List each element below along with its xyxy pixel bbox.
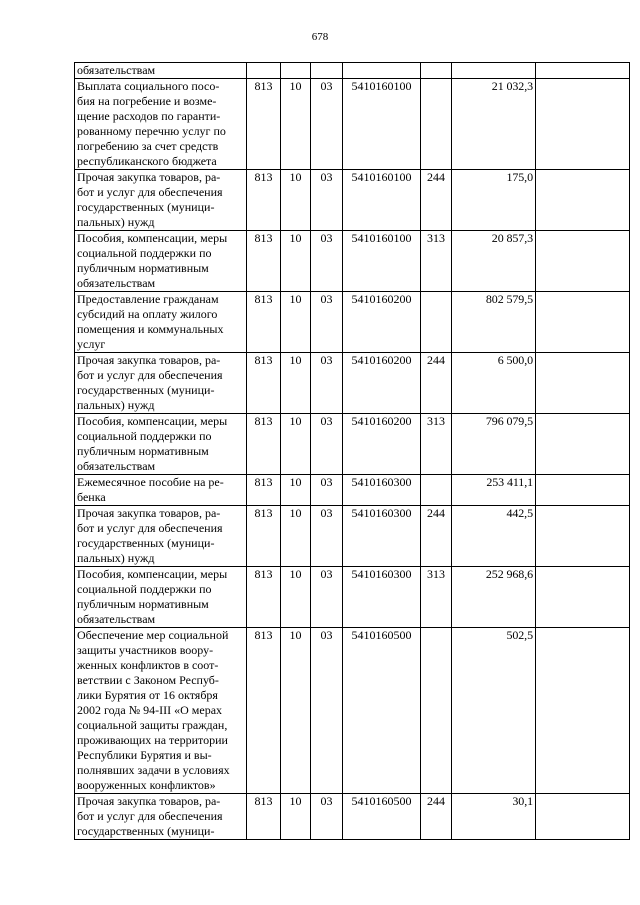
expense-type-code — [421, 628, 452, 794]
subsection-code: 03 — [311, 353, 343, 414]
subsection-code: 03 — [311, 628, 343, 794]
amount: 20 857,3 — [452, 231, 536, 292]
description-line: Прочая закупка товаров, ра- — [77, 506, 221, 520]
amount: 796 079,5 — [452, 414, 536, 475]
table-row — [75, 506, 630, 567]
description-line: Обеспечение мер социальной — [77, 628, 229, 642]
subsection-code: 03 — [311, 414, 343, 475]
description-line: услуг — [77, 337, 106, 351]
ministry-code: 813 — [247, 794, 281, 840]
description-line: Предоставление гражданам — [77, 292, 219, 306]
description-line: бот и услуг для обеспечения — [77, 809, 223, 823]
description-line: обязательствам — [77, 63, 156, 77]
expense-type-code — [421, 292, 452, 353]
description-line: вооруженных конфликтов» — [77, 778, 216, 792]
amount: 802 579,5 — [452, 292, 536, 353]
target-article-code: 5410160200 — [343, 353, 421, 414]
section-code: 10 — [281, 414, 311, 475]
description-line: погребению за счет средств — [77, 139, 219, 153]
table-row — [75, 292, 630, 353]
section-code: 10 — [281, 567, 311, 628]
expense-type-code: 313 — [421, 567, 452, 628]
empty-cell — [536, 506, 630, 567]
description-line: рованному перечню услуг по — [77, 124, 226, 138]
amount: 502,5 — [452, 628, 536, 794]
budget-table — [74, 62, 630, 840]
empty-cell — [536, 231, 630, 292]
description-line: бот и услуг для обеспечения — [77, 368, 223, 382]
amount: 253 411,1 — [452, 475, 536, 506]
expense-type-code: 244 — [421, 794, 452, 840]
subsection-code: 03 — [311, 79, 343, 170]
row-description — [75, 353, 247, 414]
description-line: социальной защиты граждан, — [77, 718, 228, 732]
section-code: 10 — [281, 231, 311, 292]
row-description — [75, 506, 247, 567]
target-article-code: 5410160200 — [343, 414, 421, 475]
amount: 30,1 — [452, 794, 536, 840]
description-line: пальных) нужд — [77, 551, 155, 565]
row-description — [75, 794, 247, 840]
subsection-code — [311, 63, 343, 79]
ministry-code: 813 — [247, 506, 281, 567]
ministry-code: 813 — [247, 414, 281, 475]
target-article-code: 5410160300 — [343, 506, 421, 567]
section-code: 10 — [281, 79, 311, 170]
empty-cell — [536, 63, 630, 79]
subsection-code: 03 — [311, 506, 343, 567]
row-description — [75, 628, 247, 794]
section-code: 10 — [281, 506, 311, 567]
subsection-code: 03 — [311, 231, 343, 292]
description-line: обязательствам — [77, 612, 156, 626]
description-line: социальной поддержки по — [77, 246, 212, 260]
description-line: ветствии с Законом Респуб- — [77, 673, 219, 687]
ministry-code: 813 — [247, 292, 281, 353]
description-line: Пособия, компенсации, меры — [77, 567, 228, 581]
table-row — [75, 353, 630, 414]
description-line: женных конфликтов в соот- — [77, 658, 219, 672]
target-article-code: 5410160100 — [343, 231, 421, 292]
expense-type-code: 244 — [421, 353, 452, 414]
target-article-code: 5410160500 — [343, 628, 421, 794]
amount: 6 500,0 — [452, 353, 536, 414]
empty-cell — [536, 292, 630, 353]
section-code: 10 — [281, 794, 311, 840]
description-line: государственных (муници- — [77, 536, 215, 550]
description-line: социальной поддержки по — [77, 582, 212, 596]
table-row — [75, 79, 630, 170]
row-description — [75, 292, 247, 353]
table-row — [75, 628, 630, 794]
section-code: 10 — [281, 475, 311, 506]
table-row — [75, 475, 630, 506]
description-line: бот и услуг для обеспечения — [77, 521, 223, 535]
ministry-code: 813 — [247, 353, 281, 414]
target-article-code: 5410160200 — [343, 292, 421, 353]
subsection-code: 03 — [311, 475, 343, 506]
target-article-code: 5410160500 — [343, 794, 421, 840]
ministry-code — [247, 63, 281, 79]
row-description — [75, 475, 247, 506]
description-line: помещения и коммунальных — [77, 322, 224, 336]
subsection-code: 03 — [311, 794, 343, 840]
ministry-code: 813 — [247, 231, 281, 292]
description-line: публичным нормативным — [77, 444, 209, 458]
ministry-code: 813 — [247, 170, 281, 231]
empty-cell — [536, 170, 630, 231]
row-description — [75, 231, 247, 292]
table-body — [75, 63, 630, 840]
empty-cell — [536, 353, 630, 414]
row-description — [75, 170, 247, 231]
table-row — [75, 794, 630, 840]
section-code: 10 — [281, 353, 311, 414]
description-line: бенка — [77, 490, 106, 504]
description-line: Прочая закупка товаров, ра- — [77, 353, 221, 367]
description-line: полнявших задачи в условиях — [77, 763, 230, 777]
description-line: государственных (муници- — [77, 824, 215, 838]
ministry-code: 813 — [247, 475, 281, 506]
description-line: щение расходов по гаранти- — [77, 109, 221, 123]
target-article-code: 5410160300 — [343, 567, 421, 628]
row-description — [75, 63, 247, 79]
description-line: Пособия, компенсации, меры — [77, 414, 228, 428]
subsection-code: 03 — [311, 567, 343, 628]
amount: 252 968,6 — [452, 567, 536, 628]
ministry-code: 813 — [247, 79, 281, 170]
target-article-code: 5410160100 — [343, 170, 421, 231]
description-line: 2002 года № 94-III «О мерах — [77, 703, 223, 717]
table-row — [75, 231, 630, 292]
table-row — [75, 414, 630, 475]
target-article-code: 5410160100 — [343, 79, 421, 170]
description-line: социальной поддержки по — [77, 429, 212, 443]
row-description — [75, 79, 247, 170]
expense-type-code: 244 — [421, 170, 452, 231]
section-code: 10 — [281, 292, 311, 353]
expense-type-code — [421, 475, 452, 506]
description-line: бот и услуг для обеспечения — [77, 185, 223, 199]
description-line: обязательствам — [77, 276, 156, 290]
description-line: Выплата социального посо- — [77, 79, 220, 93]
page-number: 678 — [311, 31, 329, 43]
description-line: проживающих на территории — [77, 733, 228, 747]
row-description — [75, 567, 247, 628]
description-line: республиканского бюджета — [77, 154, 217, 168]
expense-type-code: 313 — [421, 414, 452, 475]
table-row — [75, 567, 630, 628]
empty-cell — [536, 794, 630, 840]
table-row — [75, 63, 630, 79]
description-line: пальных) нужд — [77, 398, 155, 412]
amount — [452, 63, 536, 79]
description-line: Прочая закупка товаров, ра- — [77, 794, 221, 808]
section-code — [281, 63, 311, 79]
empty-cell — [536, 475, 630, 506]
expense-type-code — [421, 79, 452, 170]
description-line: публичным нормативным — [77, 261, 209, 275]
description-line: Пособия, компенсации, меры — [77, 231, 228, 245]
description-line: Республики Бурятия и вы- — [77, 748, 212, 762]
ministry-code: 813 — [247, 567, 281, 628]
description-line: бия на погребение и возме- — [77, 94, 217, 108]
section-code: 10 — [281, 170, 311, 231]
amount: 21 032,3 — [452, 79, 536, 170]
description-line: публичным нормативным — [77, 597, 209, 611]
target-article-code — [343, 63, 421, 79]
empty-cell — [536, 79, 630, 170]
description-line: лики Бурятия от 16 октября — [77, 688, 218, 702]
description-line: защиты участников воору- — [77, 643, 214, 657]
section-code: 10 — [281, 628, 311, 794]
description-line: Ежемесячное пособие на ре- — [77, 475, 224, 489]
description-line: обязательствам — [77, 459, 156, 473]
empty-cell — [536, 567, 630, 628]
description-line: субсидий на оплату жилого — [77, 307, 218, 321]
amount: 175,0 — [452, 170, 536, 231]
table-row — [75, 170, 630, 231]
expense-type-code: 313 — [421, 231, 452, 292]
description-line: государственных (муници- — [77, 200, 215, 214]
subsection-code: 03 — [311, 292, 343, 353]
target-article-code: 5410160300 — [343, 475, 421, 506]
row-description — [75, 414, 247, 475]
description-line: государственных (муници- — [77, 383, 215, 397]
empty-cell — [536, 628, 630, 794]
subsection-code: 03 — [311, 170, 343, 231]
ministry-code: 813 — [247, 628, 281, 794]
description-line: Прочая закупка товаров, ра- — [77, 170, 221, 184]
amount: 442,5 — [452, 506, 536, 567]
expense-type-code — [421, 63, 452, 79]
empty-cell — [536, 414, 630, 475]
expense-type-code: 244 — [421, 506, 452, 567]
description-line: пальных) нужд — [77, 215, 155, 229]
